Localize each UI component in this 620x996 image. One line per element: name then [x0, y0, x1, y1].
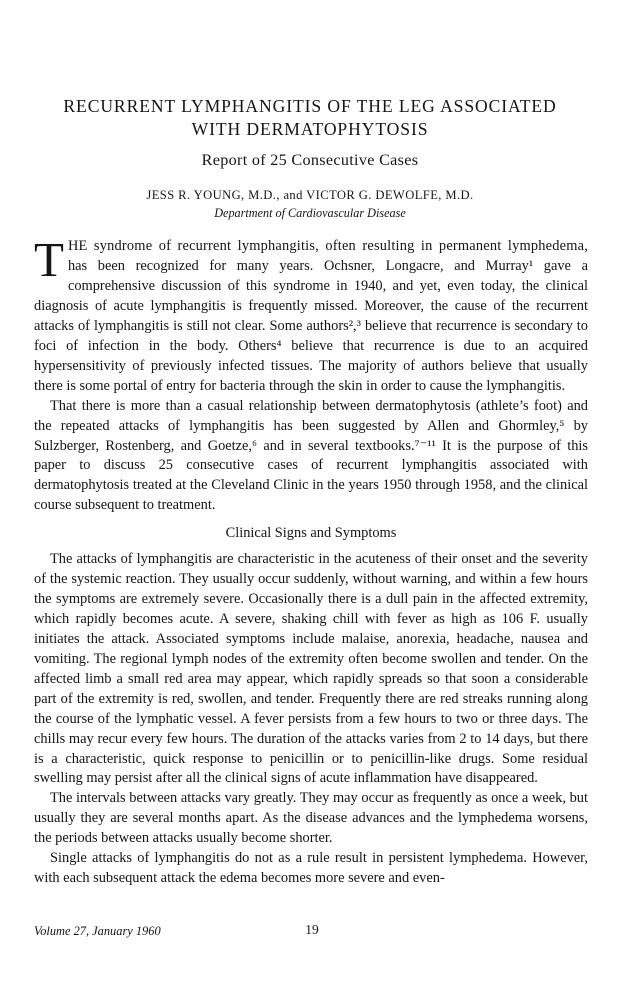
- drop-cap: T: [34, 232, 64, 287]
- title-line-1: RECURRENT LYMPHANGITIS OF THE LEG ASSOCIATED: [63, 96, 557, 116]
- page-number: 19: [305, 922, 319, 937]
- department-line: Department of Cardiovascular Disease: [214, 206, 406, 220]
- journal-volume-footer: Volume 27, January 1960: [34, 924, 161, 938]
- clinical-section: [34, 550, 588, 889]
- section-paragraph-3: Single attacks of lymphangitis do not as a rule result in persistent lymphedema. However, with each subsequent attack the edema becomes more severe and even-: [34, 850, 588, 887]
- section-paragraph-1: The attacks of lymphangitis are characteristic in the acuteness of their onset and the severity of the systemic reaction. They usually occur suddenly, without warning, and within a few hours the symptoms are extremely severe. Occasionally there is a dull pain in the affected extremity, which rapidly becomes acute. A severe, shaking chill with fever as high as 106 F. usually initiates the attack. Associated symptoms include malaise, anorexia, headache, nausea and vomiting. The regional lymph nodes of the extremity often become swollen and tender. On the affected limb a small red area may appear, which rapidly spreads so that soon a considerable part of the extremity is red, swollen, and tender. Frequently there are red streaks running along the course of the lymphatic vessel. A fever persists from a few hours to two or three days. The chills may recur every few hours. The duration of the attacks varies from 2 to 14 days, but there is a characteristic, quick response to penicillin or to penicillin-like drugs. Some residual swelling may persist after all the clinical signs of acute inflammation have disappeared.: [34, 551, 588, 787]
- title-line-2: WITH DERMATOPHYTOSIS: [191, 119, 429, 139]
- author-line: JESS R. YOUNG, M.D., and VICTOR G. DEWOLFE, M.D.: [146, 188, 474, 202]
- section-paragraph-2: The intervals between attacks vary greatly. They may occur as frequently as once a week, but usually they are several months apart. As the disease advances and the lymphedema worsens, the periods between attacks usually become shorter.: [34, 790, 588, 847]
- intro-paragraph-2: That there is more than a casual relationship between dermatophytosis (athlete’s foot) and the repeated attacks of lymphangitis has been suggested by Allen and Ghormley,⁵ by Sulzberger, Rostenberg, and Goetze,⁶ and in several textbooks.⁷⁻¹¹ It is the purpose of this paper to discuss 25 consecutive cases of recurrent lymphangitis associated with dermatophytosis treated at the Cleveland Clinic in the years 1950 through 1958, and the clinical course subsequent to treatment.: [34, 397, 588, 514]
- article-title: [40, 95, 580, 141]
- section-heading: Clinical Signs and Symptoms: [225, 525, 397, 541]
- intro-paragraph-1-text: HE syndrome of recurrent lymphangitis, often resulting in permanent lymphedema, has been recognized for many years. Ochsner, Longacre, and Murray¹ gave a comprehensive discussion of this syndrome in 1940, and yet, even today, the clinical diagnosis of acute lymphangitis is frequently missed. Moreover, the cause of the recurrent attacks of lymphangitis is still not clear. Some authors²,³ believe that recurrence is secondary to foci of infection in the body. Others⁴ believe that recurrence is due to an acquired hypersensitivity of previously infected tissues. The majority of authors believe that usually there is some portal of entry for bacteria through the skin in order to cause the lymphangitis.: [34, 238, 588, 394]
- introduction: [34, 232, 588, 516]
- article-subtitle: Report of 25 Consecutive Cases: [201, 151, 419, 169]
- intro-paragraph-1: [34, 232, 588, 397]
